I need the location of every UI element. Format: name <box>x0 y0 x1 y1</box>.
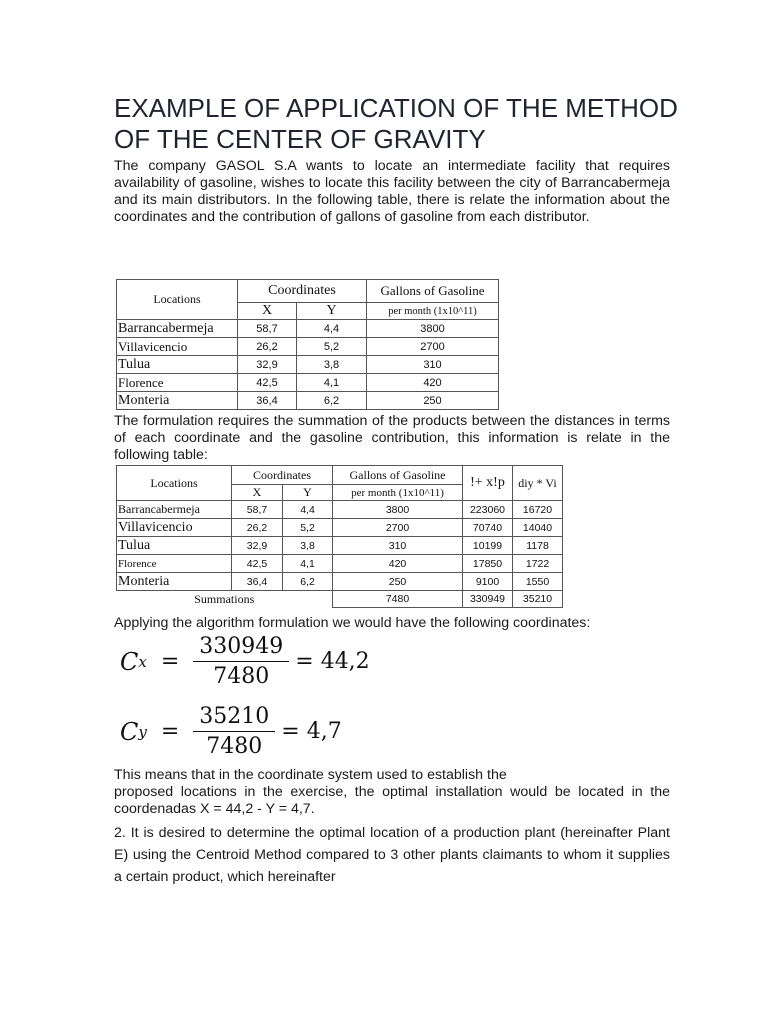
location-cell: Villavicencio <box>117 519 232 537</box>
y-cell: 4,1 <box>283 555 333 573</box>
summation-dy-v: 35210 <box>513 591 563 608</box>
cx-denominator: 7480 <box>213 664 270 689</box>
table-row <box>117 320 499 338</box>
y-cell: 4,1 <box>297 374 367 392</box>
intro-paragraph: The company GASOL S.A wants to locate an intermediate facility that requires availability of gasoline, wishes to locate this facility between the city of Barrancabermeja and its main distributors. In the following table, there is relate the information about the coordinates and the contribution of gallons of gasoline from each distributor. <box>114 158 670 225</box>
table-row <box>117 573 563 591</box>
coordinates-table <box>116 279 499 410</box>
cy-subscript: y <box>138 722 147 741</box>
header-y: Y <box>283 485 333 501</box>
header-coordinates: Coordinates <box>232 466 333 485</box>
dy-v-cell: 16720 <box>513 501 563 519</box>
header-locations: Locations <box>117 280 238 320</box>
header-dx-v: !+ x!p <box>463 466 513 501</box>
y-cell: 4,4 <box>283 501 333 519</box>
y-cell: 3,8 <box>297 356 367 374</box>
header-y: Y <box>297 303 367 320</box>
header-x: X <box>232 485 283 501</box>
x-cell: 32,9 <box>232 537 283 555</box>
location-cell: Florence <box>117 374 238 392</box>
header-coordinates: Coordinates <box>238 280 367 303</box>
summations-row <box>117 591 563 608</box>
gallons-cell: 3800 <box>333 501 463 519</box>
header-dy-v: diy * Vi <box>513 466 563 501</box>
table-row <box>117 519 563 537</box>
table-row <box>117 356 499 374</box>
location-cell: Monteria <box>117 573 232 591</box>
location-cell: Florence <box>117 555 232 573</box>
cy-result: = 4,7 <box>281 719 342 744</box>
cy-fraction <box>193 704 275 759</box>
header-per-month: per month (1x10^11) <box>367 303 499 320</box>
dy-v-cell: 14040 <box>513 519 563 537</box>
gallons-cell: 3800 <box>367 320 499 338</box>
algorithm-paragraph: Applying the algorithm formulation we would have the following coordinates: <box>114 615 591 631</box>
header-locations: Locations <box>117 466 232 501</box>
gallons-cell: 310 <box>333 537 463 555</box>
x-cell: 42,5 <box>232 555 283 573</box>
x-cell: 36,4 <box>238 392 297 410</box>
location-cell: Tulua <box>117 537 232 555</box>
table-row <box>117 537 563 555</box>
gallons-cell: 420 <box>333 555 463 573</box>
table-row <box>117 338 499 356</box>
gallons-cell: 250 <box>367 392 499 410</box>
page-title: EXAMPLE OF APPLICATION OF THE METHOD OF THE CENTER OF GRAVITY <box>114 93 678 154</box>
gallons-cell: 250 <box>333 573 463 591</box>
formulation-paragraph: The formulation requires the summation of the products between the distances in terms of each coordinate and the gasoline contribution, this information is relate in the following table: <box>114 413 670 463</box>
meaning-line-1: This means that in the coordinate system used to establish the <box>114 767 507 783</box>
location-cell: Barrancabermeja <box>117 501 232 519</box>
x-cell: 32,9 <box>238 356 297 374</box>
dy-v-cell: 1722 <box>513 555 563 573</box>
dx-v-cell: 70740 <box>463 519 513 537</box>
cy-variable: C <box>120 717 139 746</box>
cx-result: = 44,2 <box>295 649 370 674</box>
summation-gallons: 7480 <box>333 591 463 608</box>
header-per-month: per month (1x10^11) <box>333 485 463 501</box>
summation-dx-v: 330949 <box>463 591 513 608</box>
dx-v-cell: 17850 <box>463 555 513 573</box>
dx-v-cell: 10199 <box>463 537 513 555</box>
table-row <box>117 555 563 573</box>
gallons-cell: 310 <box>367 356 499 374</box>
gallons-cell: 2700 <box>367 338 499 356</box>
table-row <box>117 392 499 410</box>
location-cell: Monteria <box>117 392 238 410</box>
location-cell: Barrancabermeja <box>117 320 238 338</box>
cx-variable: C <box>120 647 139 676</box>
x-cell: 58,7 <box>232 501 283 519</box>
products-table <box>116 465 563 608</box>
y-cell: 6,2 <box>297 392 367 410</box>
x-cell: 58,7 <box>238 320 297 338</box>
equals-sign: = <box>160 649 180 674</box>
cx-fraction <box>193 634 289 689</box>
cx-numerator: 330949 <box>193 634 289 662</box>
x-cell: 42,5 <box>238 374 297 392</box>
gallons-cell: 420 <box>367 374 499 392</box>
table-row <box>117 374 499 392</box>
summations-label: Summations <box>117 591 333 608</box>
header-gallons: Gallons of Gasoline <box>333 466 463 485</box>
cy-formula <box>120 704 342 759</box>
cx-subscript: x <box>138 652 147 671</box>
y-cell: 6,2 <box>283 573 333 591</box>
location-cell: Tulua <box>117 356 238 374</box>
x-cell: 26,2 <box>232 519 283 537</box>
y-cell: 5,2 <box>283 519 333 537</box>
cy-denominator: 7480 <box>206 734 263 759</box>
cx-formula <box>120 634 370 689</box>
cy-numerator: 35210 <box>193 704 275 732</box>
x-cell: 26,2 <box>238 338 297 356</box>
meaning-paragraph: proposed locations in the exercise, the optimal installation would be located in the coordenadas X = 44,2 - Y = 4,7. <box>114 784 670 817</box>
gallons-cell: 2700 <box>333 519 463 537</box>
x-cell: 36,4 <box>232 573 283 591</box>
problem-2-paragraph: 2. It is desired to determine the optimal location of a production plant (hereinafter Plant E) using the Centroid Method compared to 3 other plants claimants to whom it supplies a certain product, which hereinafter <box>114 825 670 885</box>
location-cell: Villavicencio <box>117 338 238 356</box>
y-cell: 4,4 <box>297 320 367 338</box>
dy-v-cell: 1178 <box>513 537 563 555</box>
dy-v-cell: 1550 <box>513 573 563 591</box>
y-cell: 5,2 <box>297 338 367 356</box>
equals-sign: = <box>160 719 180 744</box>
dx-v-cell: 223060 <box>463 501 513 519</box>
header-x: X <box>238 303 297 320</box>
y-cell: 3,8 <box>283 537 333 555</box>
table-row <box>117 501 563 519</box>
header-gallons: Gallons of Gasoline <box>367 280 499 303</box>
dx-v-cell: 9100 <box>463 573 513 591</box>
